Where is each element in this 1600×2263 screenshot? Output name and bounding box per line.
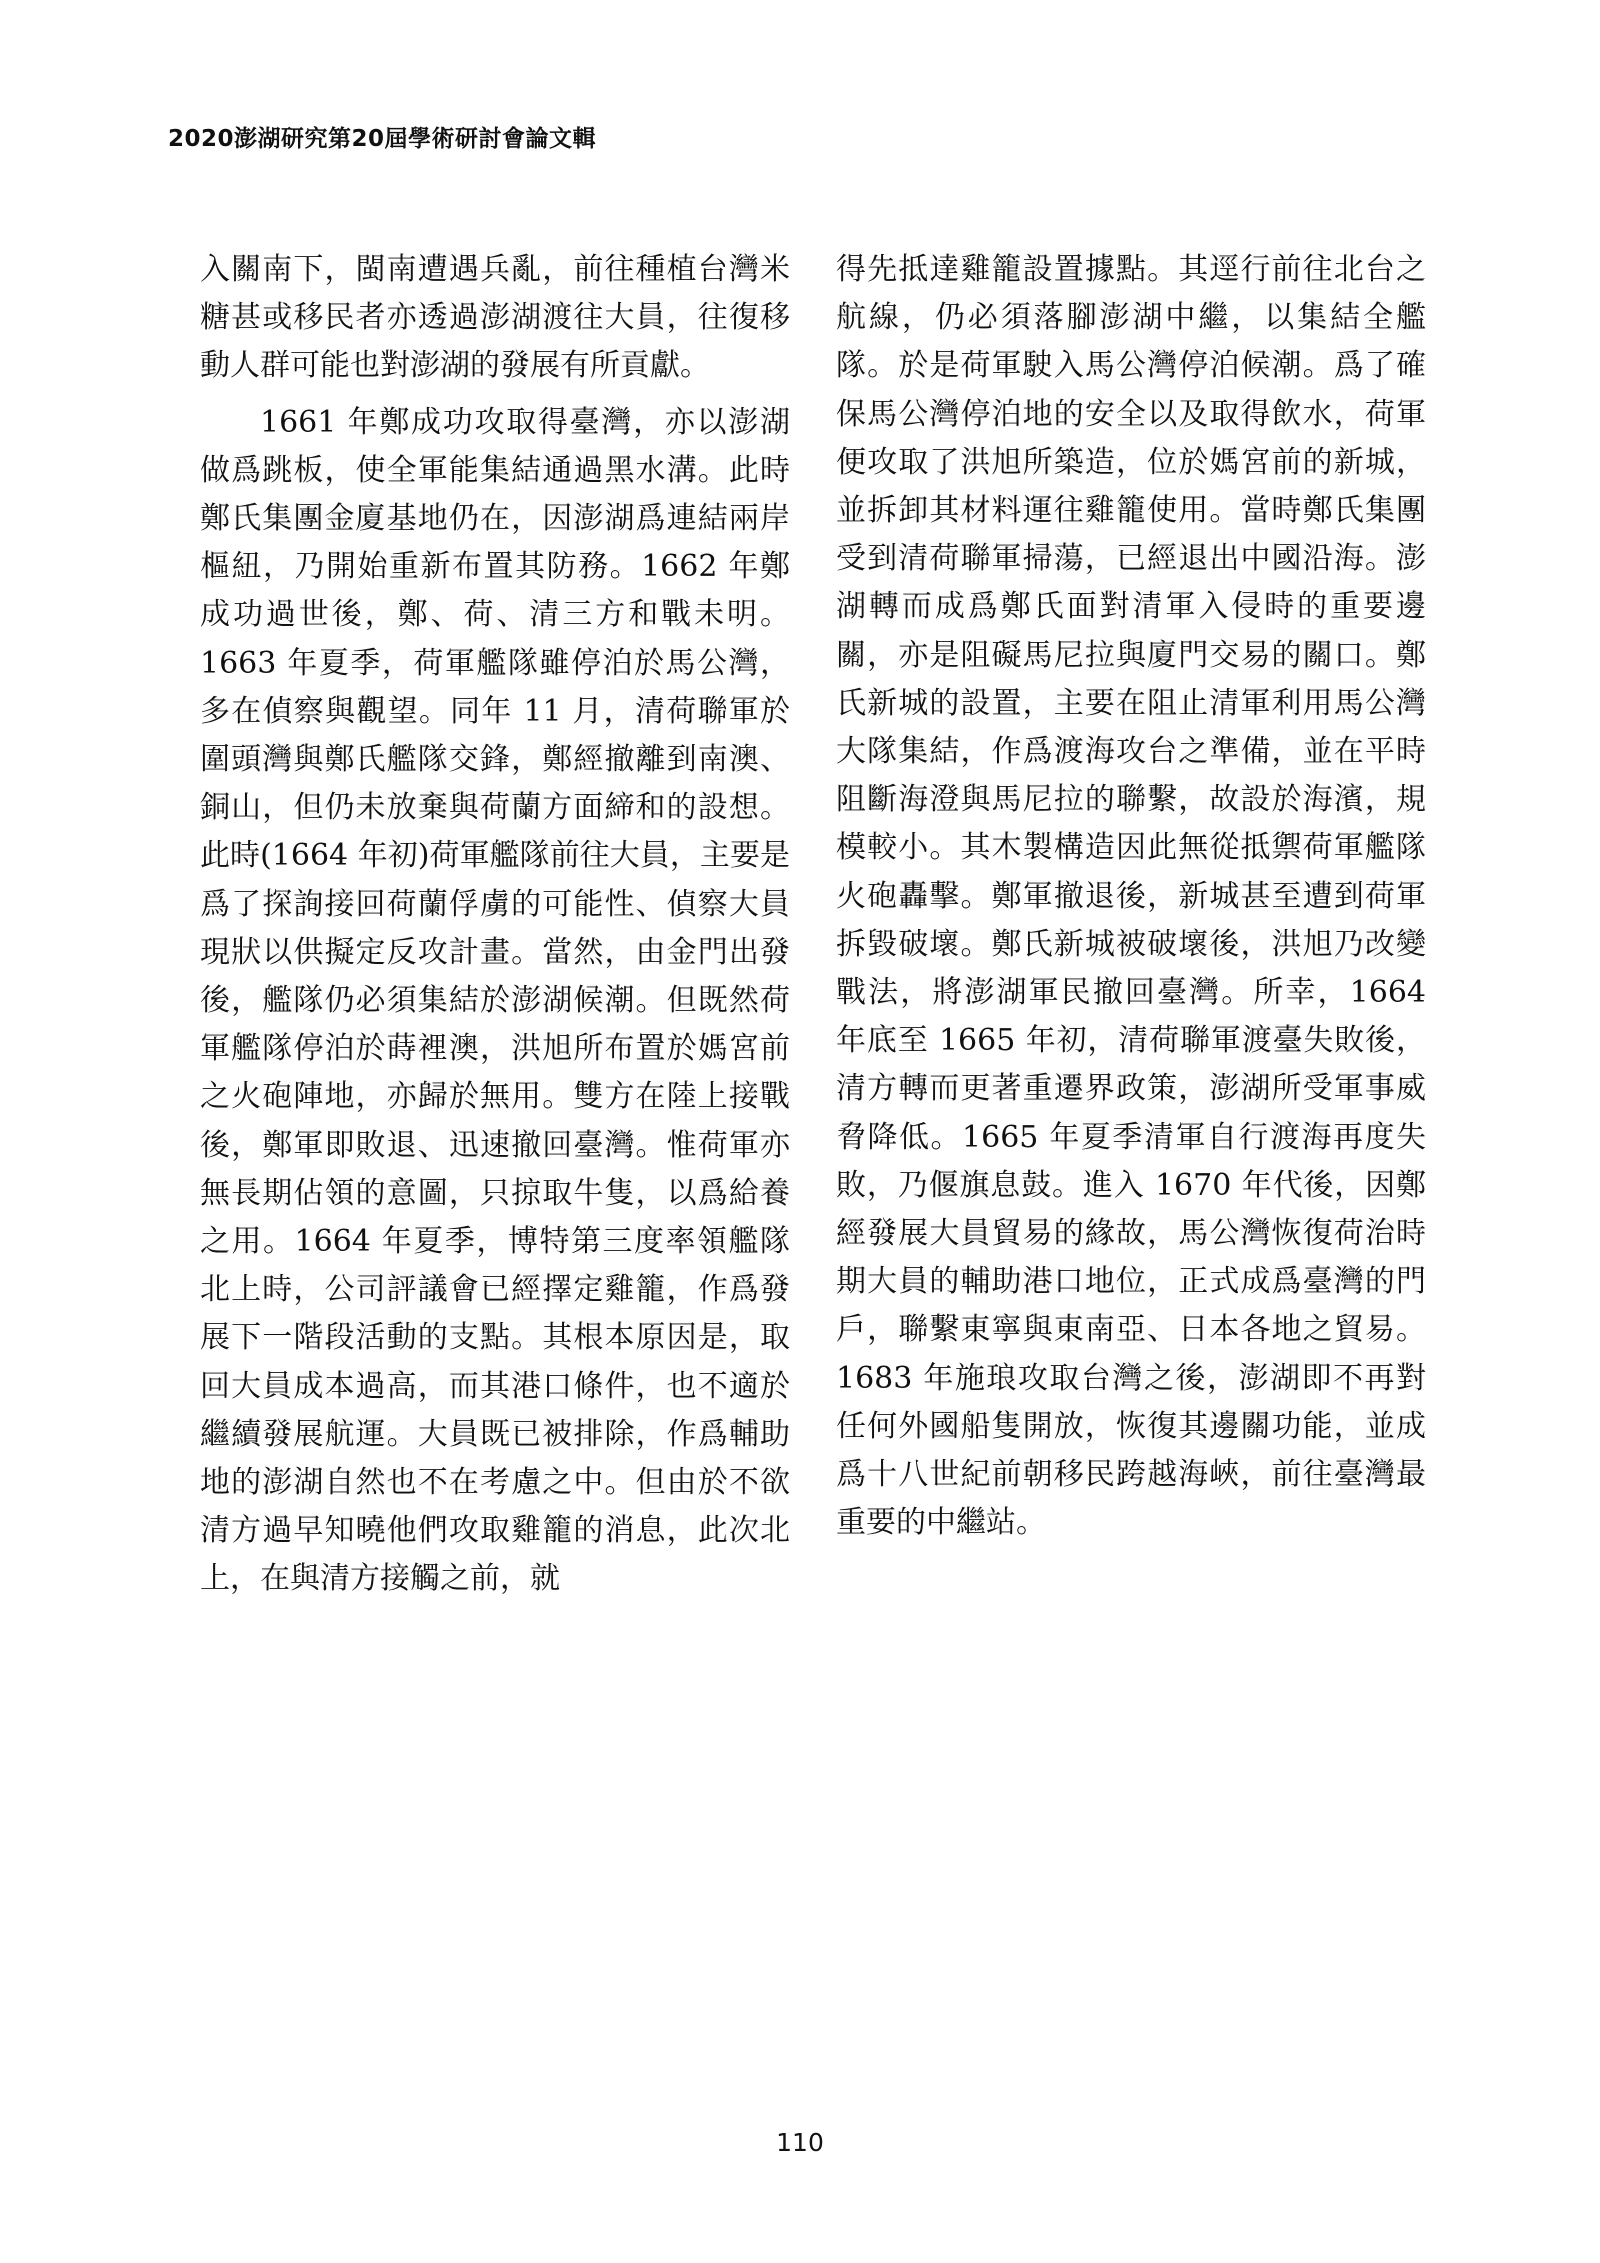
body-paragraph-continued: 得先抵達雞籠設置據點。其逕行前往北台之航線，仍必須落腳澎湖中繼，以集結全艦隊。於是荷軍駛入馬公灣停泊候潮。爲了確保馬公灣停泊地的安全以及取得飲水，荷軍便攻取了洪旭所築造，位於媽宮前的新城，並拆卸其材料運往雞籠使用。當時鄭氏集團受到清荷聯軍掃蕩，已經退出中國沿海。澎湖轉而成爲鄭氏面對清軍入侵時的重要邊關，亦是阻礙馬尼拉與廈門交易的關口。鄭氏新城的設置，主要在阻止清軍利用馬公灣大隊集結，作爲渡海攻台之準備，並在平時阻斷海澄與馬尼拉的聯繫，故設於海濱，規模較小。其木製構造因此無從抵禦荷軍艦隊火砲轟擊。鄭軍撤退後，新城甚至遭到荷軍拆毀破壞。鄭氏新城被破壞後，洪旭乃改變戰法，將澎湖軍民撤回臺灣。所幸，1664 年底至 1665 年初，清荷聯軍渡臺失敗後，清方轉而更著重遷界政策，澎湖所受軍事威脅降低。1665 年夏季清軍自行渡海再度失敗，乃偃旗息鼓。進入 1670 年代後，因鄭經發展大員貿易的緣故，馬公灣恢復荷治時期大員的輔助港口地位，正式成爲臺灣的門戶，聯繫東寧與東南亞、日本各地之貿易。1683 年施琅攻取台灣之後，澎湖即不再對任何外國船隻開放，恢復其邊關功能，並成爲十八世紀前朝移民跨越海峽，前往臺灣最重要的中繼站。 <box>836 252 1426 1541</box>
left-text-column <box>200 246 790 1604</box>
body-paragraph: 1661 年鄭成功攻取得臺灣，亦以澎湖做爲跳板，使全軍能集結通過黑水溝。此時鄭氏集團金廈基地仍在，因澎湖爲連結兩岸樞紐，乃開始重新布置其防務。1662 年鄭成功過世後，鄭、荷、清三方和戰未明。1663 年夏季，荷軍艦隊雖停泊於馬公灣，多在偵察與觀望。同年 11 月，清荷聯軍於圍頭灣與鄭氏艦隊交鋒，鄭經撤離到南澳、銅山，但仍未放棄與荷蘭方面締和的設想。此時(1664 年初)荷軍艦隊前往大員，主要是爲了探詢接回荷蘭俘虜的可能性、偵察大員現狀以供擬定反攻計畫。當然，由金門出發後，艦隊仍必須集結於澎湖候潮。但既然荷軍艦隊停泊於蒔裡澳，洪旭所布置於媽宮前之火砲陣地，亦歸於無用。雙方在陸上接戰後，鄭軍即敗退、迅速撤回臺灣。惟荷軍亦無長期佔領的意圖，只掠取牛隻，以爲給養之用。1664 年夏季，博特第三度率領艦隊北上時，公司評議會已經擇定雞籠，作爲發展下一階段活動的支點。其根本原因是，取回大員成本過高，而其港口條件，也不適於繼續發展航運。大員既已被排除，作爲輔助地的澎湖自然也不在考慮之中。但由於不欲清方過早知曉他們攻取雞籠的消息，此次北上，在與清方接觸之前，就 <box>200 404 790 1597</box>
body-paragraph-continued: 入關南下，閩南遭遇兵亂，前往種植台灣米糖甚或移民者亦透過澎湖渡往大員，往復移動人群可能也對澎湖的發展有所貢獻。 <box>200 252 790 384</box>
running-header-title: 2020澎湖研究第20屆學術研討會論文輯 <box>168 126 597 152</box>
right-text-column <box>836 246 1426 1547</box>
page-number: 110 <box>776 2128 824 2157</box>
